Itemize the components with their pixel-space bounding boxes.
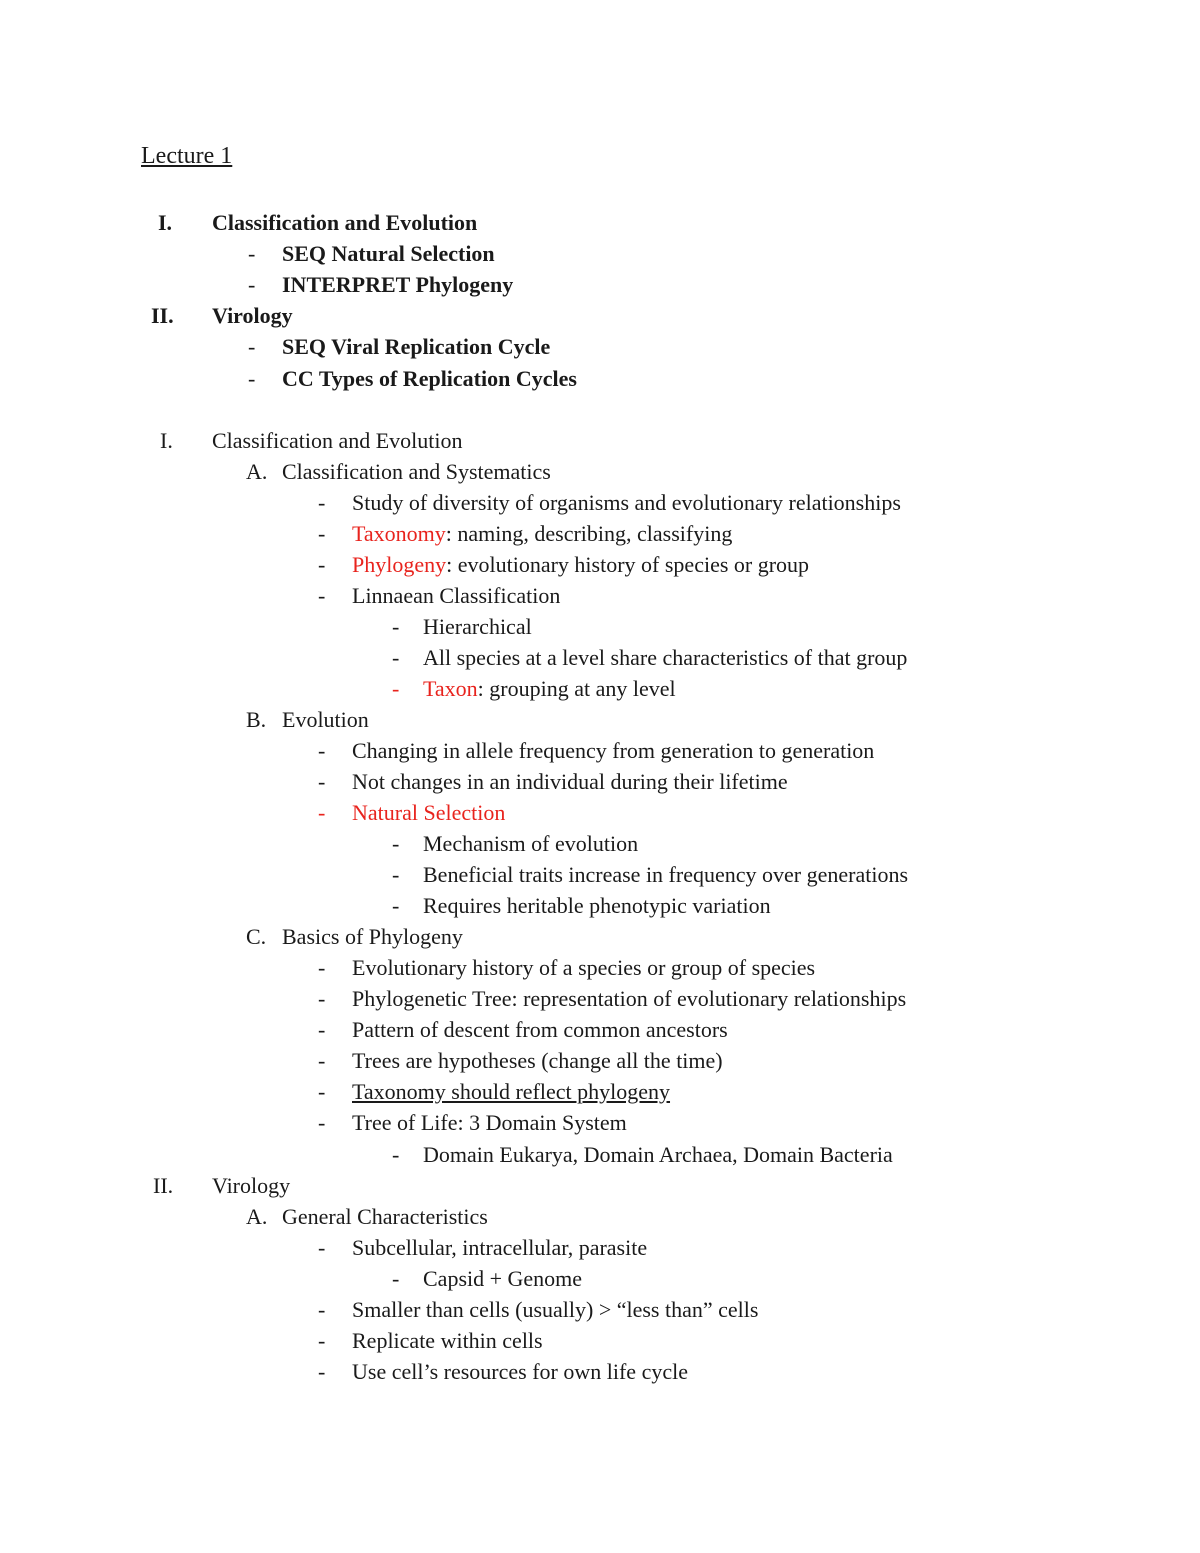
section-marker: I. <box>160 428 173 453</box>
section-heading: Classification and Evolution <box>212 428 463 453</box>
dash: - <box>318 738 326 763</box>
outline-marker-1: I. <box>158 210 173 235</box>
definition: : grouping at any level <box>477 676 676 701</box>
dash: - <box>318 1017 326 1042</box>
definition: : evolutionary history of species or group <box>446 552 810 577</box>
dash: - <box>392 1142 400 1167</box>
subsection-heading: Evolution <box>282 707 369 732</box>
outline-heading-1: Classification and Evolution <box>212 210 478 235</box>
subsection-marker: B. <box>246 707 267 732</box>
dash: - <box>318 490 326 515</box>
list-item: Hierarchical <box>423 614 532 639</box>
list-item: Replicate within cells <box>352 1328 543 1353</box>
subsection-marker: A. <box>246 459 268 484</box>
dash: - <box>392 676 400 701</box>
dash: - <box>318 986 326 1011</box>
dash: - <box>248 334 256 359</box>
term-taxon: Taxon <box>423 676 478 701</box>
dash: - <box>318 583 326 608</box>
list-item: Smaller than cells (usually) > “less than” cells <box>352 1297 759 1322</box>
term-natural-selection: Natural Selection <box>352 800 506 825</box>
subsection-marker: A. <box>246 1204 268 1229</box>
outline-item: CC Types of Replication Cycles <box>282 366 577 391</box>
list-item-underlined: Taxonomy should reflect phylogeny <box>352 1079 671 1104</box>
section-heading: Virology <box>212 1173 291 1198</box>
dash: - <box>392 831 400 856</box>
term-taxonomy: Taxonomy <box>352 521 446 546</box>
dash: - <box>392 893 400 918</box>
list-item <box>352 521 732 547</box>
list-item: Use cell’s resources for own life cycle <box>352 1359 688 1384</box>
subsection-heading: Classification and Systematics <box>282 459 551 484</box>
subsection-heading: General Characteristics <box>282 1204 488 1229</box>
list-item: Evolutionary history of a species or group of species <box>352 955 816 980</box>
dash: - <box>248 241 256 266</box>
list-item: Tree of Life: 3 Domain System <box>352 1110 627 1135</box>
list-item: Domain Eukarya, Domain Archaea, Domain Bacteria <box>423 1142 893 1167</box>
dash: - <box>318 1328 326 1353</box>
list-item <box>423 676 676 702</box>
list-item: Linnaean Classification <box>352 583 561 608</box>
dash: - <box>318 552 326 577</box>
dash: - <box>248 366 256 391</box>
dash: - <box>318 769 326 794</box>
dash: - <box>318 1048 326 1073</box>
dash: - <box>392 614 400 639</box>
outline-item: SEQ Natural Selection <box>282 241 495 266</box>
outline-marker-2: II. <box>151 303 174 328</box>
list-item <box>352 552 809 578</box>
outline-heading-2: Virology <box>212 303 293 328</box>
list-item: Beneficial traits increase in frequency over generations <box>423 862 908 887</box>
dash: - <box>318 1359 326 1384</box>
subsection-marker: C. <box>246 924 267 949</box>
list-item: Not changes in an individual during their lifetime <box>352 769 788 794</box>
definition: : naming, describing, classifying <box>445 521 733 546</box>
list-item: All species at a level share characteristics of that group <box>423 645 908 670</box>
list-item: Subcellular, intracellular, parasite <box>352 1235 648 1260</box>
outline-item: INTERPRET Phylogeny <box>282 272 514 297</box>
term-phylogeny: Phylogeny <box>352 552 447 577</box>
dash: - <box>318 1297 326 1322</box>
list-item: Requires heritable phenotypic variation <box>423 893 771 918</box>
list-item: Trees are hypotheses (change all the time) <box>352 1048 723 1073</box>
list-item: Mechanism of evolution <box>423 831 639 856</box>
dash: - <box>248 272 256 297</box>
list-item: Capsid + Genome <box>423 1266 583 1291</box>
dash: - <box>392 645 400 670</box>
outline-item: SEQ Viral Replication Cycle <box>282 334 551 359</box>
subsection-heading: Basics of Phylogeny <box>282 924 463 949</box>
dash: - <box>318 1079 326 1104</box>
dash: - <box>318 1235 326 1260</box>
list-item: Study of diversity of organisms and evolutionary relationships <box>352 490 901 515</box>
page-title: Lecture 1 <box>141 143 233 169</box>
dash: - <box>318 521 326 546</box>
dash: - <box>318 955 326 980</box>
dash: - <box>392 1266 400 1291</box>
dash: - <box>318 1110 326 1135</box>
list-item: Changing in allele frequency from generation to generation <box>352 738 875 763</box>
section-marker: II. <box>153 1173 174 1198</box>
list-item: Phylogenetic Tree: representation of evolutionary relationships <box>352 986 907 1011</box>
list-item: Pattern of descent from common ancestors <box>352 1017 728 1042</box>
dash: - <box>318 800 326 825</box>
dash: - <box>392 862 400 887</box>
